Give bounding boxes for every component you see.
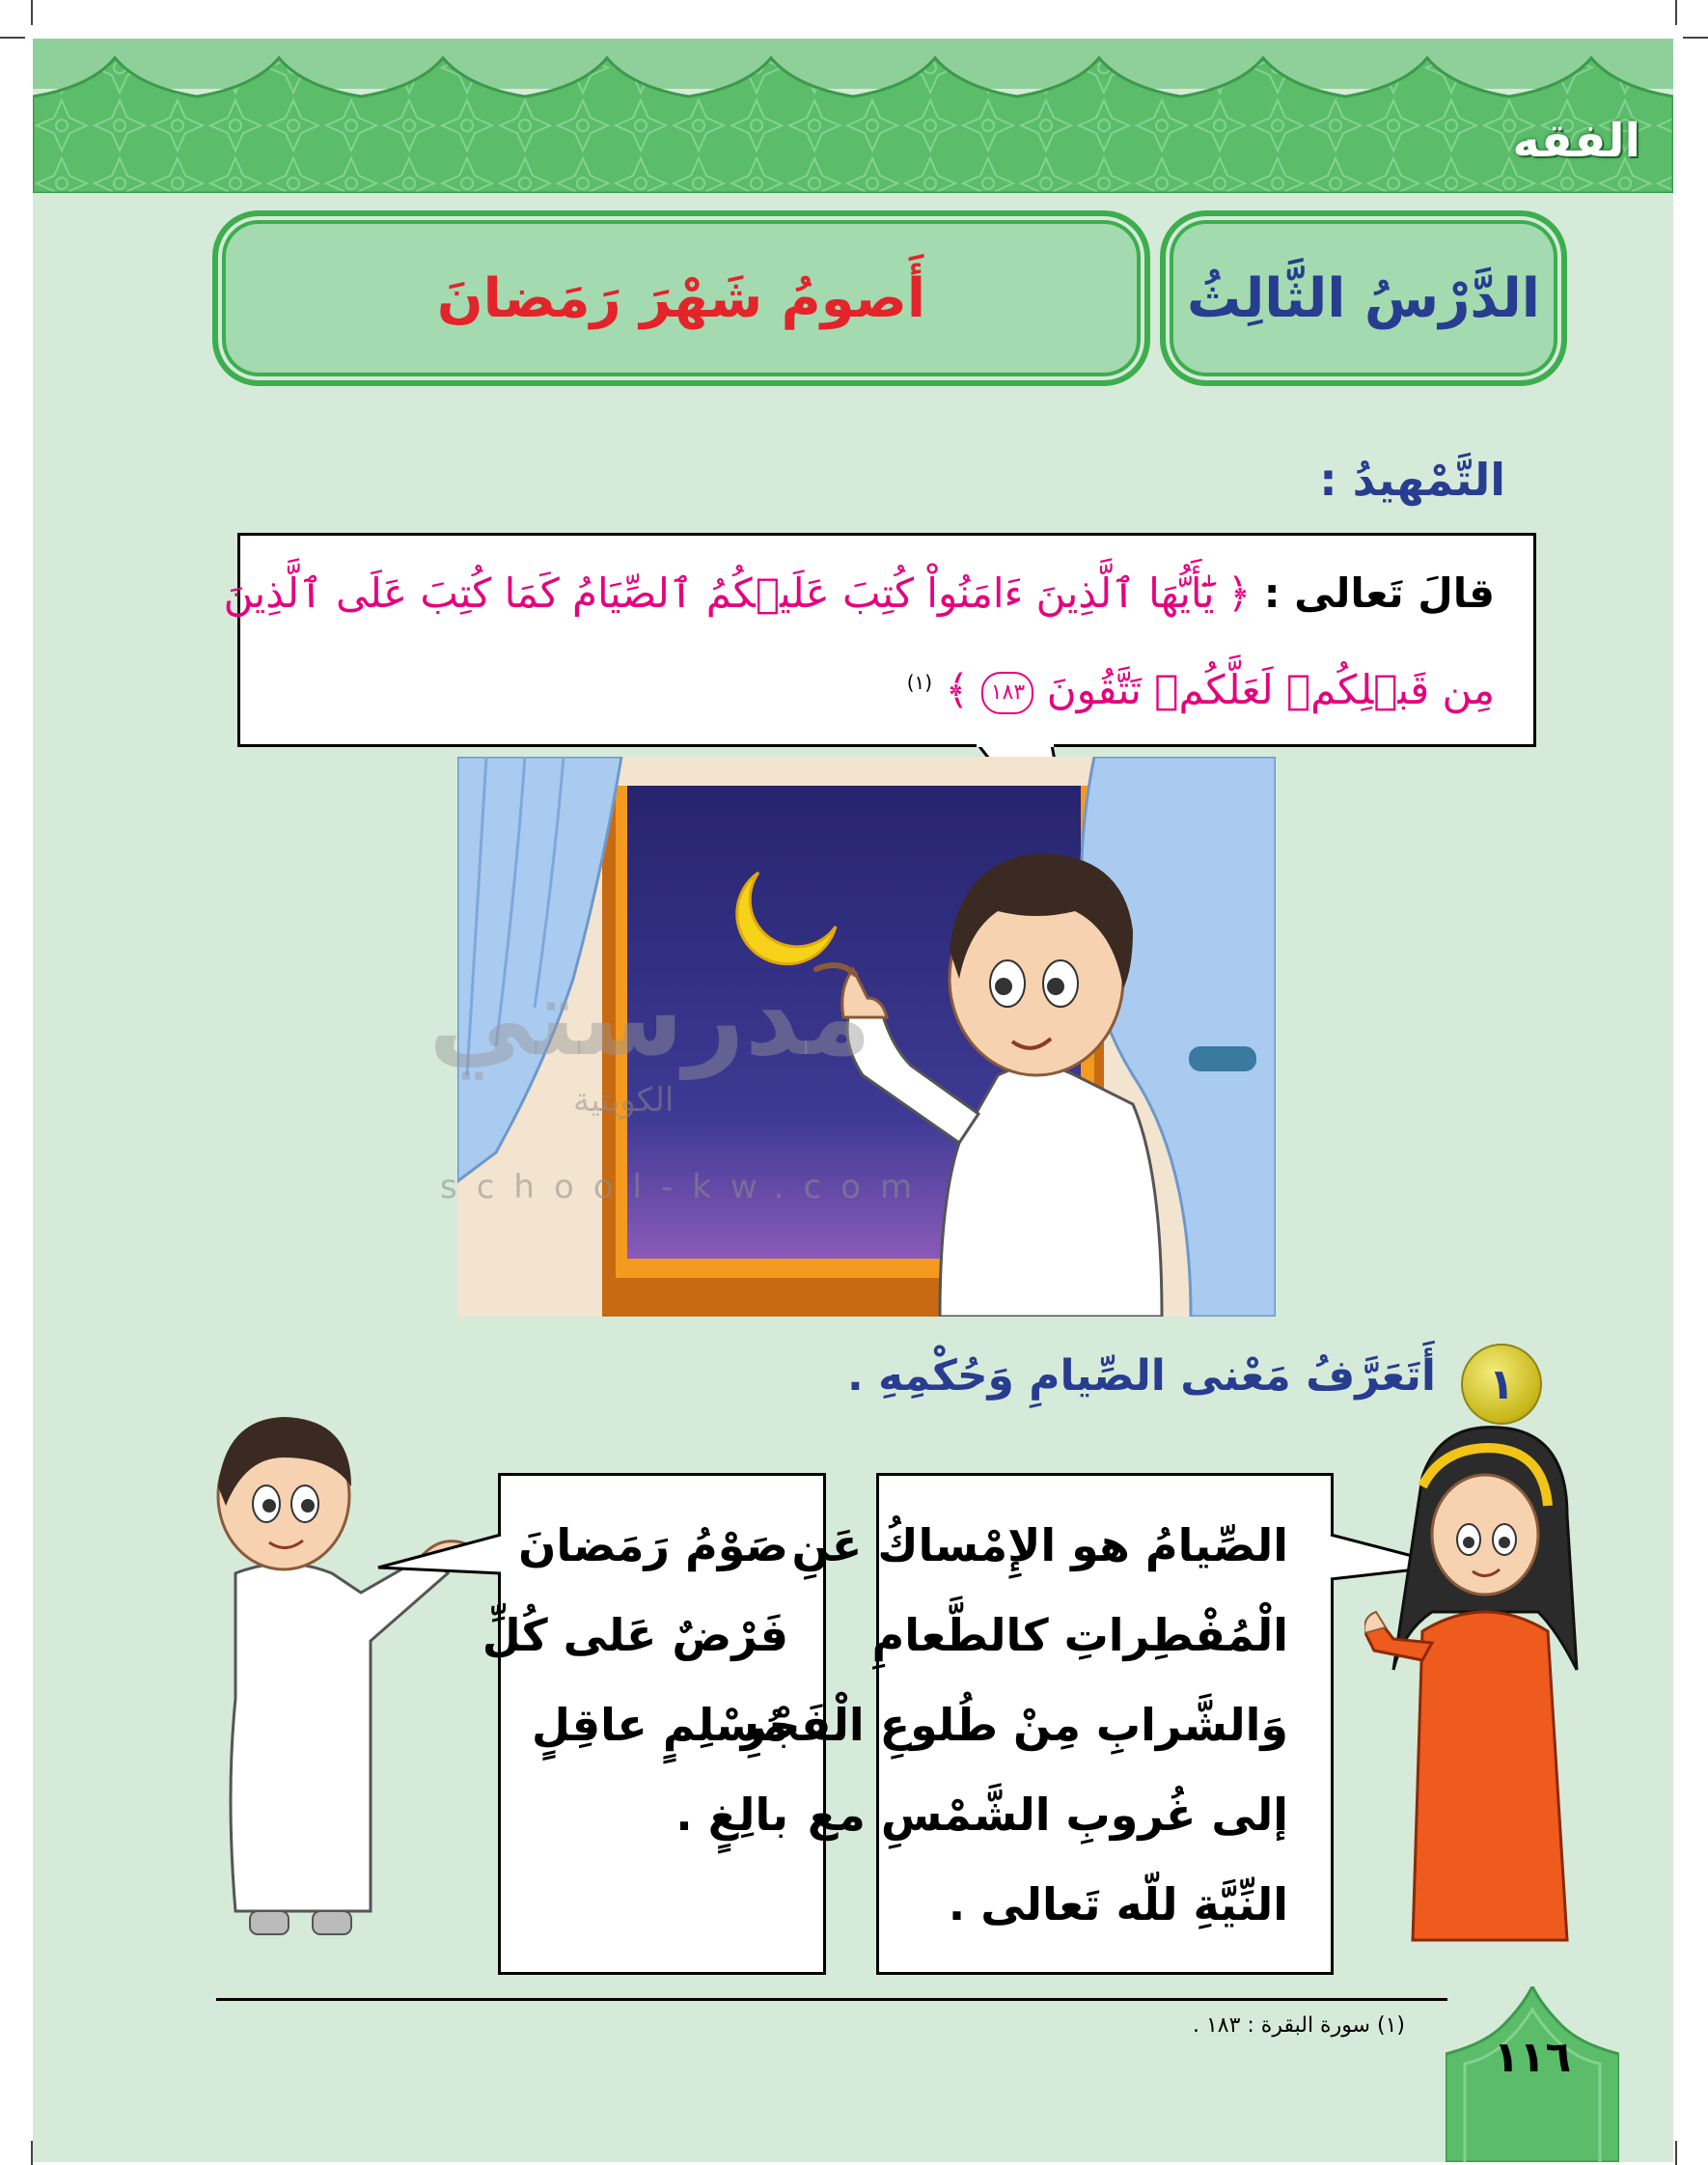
crop-mark (31, 0, 33, 25)
lesson-title-frame (212, 210, 1150, 386)
textbook-page (33, 39, 1673, 2162)
quran-quote-box (223, 533, 1536, 747)
page-number: ١١٦ (1493, 2033, 1572, 2082)
boy-speech-line: بالِغٍ . (675, 1789, 788, 1841)
footnote-text: (١) سورة البقرة : ١٨٣ . (1192, 2013, 1405, 2038)
verse-number-ornament: ١٨٣ (981, 672, 1033, 714)
boy-speech-line: مُسْلِمٍ عاقِلٍ (531, 1699, 788, 1751)
crop-mark (0, 37, 25, 39)
quote-lead: قالَ تَعالى : (1263, 569, 1495, 617)
intro-heading: التَّمْهيدُ : (1319, 454, 1505, 506)
subject-title: الفقه (1512, 114, 1640, 168)
crop-mark (1675, 0, 1677, 25)
section-title: أَتَعَرَّفُ مَعْنى الصِّيامِ وَحُكْمِهِ . (847, 1351, 1436, 1401)
footnote-marker: (١) (906, 671, 933, 694)
header-pattern-band (33, 39, 1673, 193)
watermark-logo-text: مدرستي (428, 956, 872, 1079)
quote-line-1 (223, 549, 1495, 638)
verse-text-1: ﴿ يَٰٓأَيُّهَا ٱلَّذِينَ ءَامَنُواْ كُتِبَ عَلَيۡكُمُ ٱلصِّيَامُ كَمَا كُتِبَ عَلَى ٱلَّذِينَ (223, 569, 1252, 617)
verse-close-bracket: ﴾ (945, 666, 970, 713)
boy-speech-line: فَرْضٌ عَلى كُلِّ (482, 1609, 788, 1661)
crop-mark (1683, 37, 1708, 39)
boy-speech-line: صَوْمُ رَمَضانَ (518, 1519, 788, 1571)
girl-figure-illustration (1364, 1419, 1606, 1969)
boy-speech-tail (376, 1525, 502, 1602)
girl-speech-line: وَالشَّرابِ مِنْ طُلوعِ الْفَجْرِ (740, 1699, 1288, 1751)
lesson-number-frame (1160, 210, 1567, 386)
verse-text-2: مِن قَبۡلِكُمۡ لَعَلَّكُمۡ تَتَّقُونَ (1046, 666, 1495, 713)
footer-rule (216, 1998, 1447, 2001)
boy-figure-illustration (178, 1409, 486, 1959)
watermark-url: school-kw.com (440, 1168, 932, 1207)
crop-mark (1675, 2141, 1677, 2165)
quote-line-2 (260, 638, 1495, 735)
girl-speech-line: الْمُفْطِراتِ كالطَّعامِ (871, 1609, 1288, 1661)
girl-speech-line: الصِّيامُ هو الإِمْساكُ عَنِ (791, 1519, 1288, 1571)
lesson-number-label: الدَّرْسُ الثَّالِثُ (1187, 266, 1540, 330)
girl-speech-box (740, 1473, 1334, 1975)
section-number-badge: ١ (1461, 1344, 1542, 1425)
girl-speech-line: النِّيَّةِ للّه تَعالى . (948, 1878, 1288, 1930)
girl-speech-line: إلى غُروبِ الشَّمْسِ مع (807, 1789, 1288, 1841)
lesson-title: أَصومُ شَهْرَ رَمَضانَ (436, 266, 926, 330)
watermark-subtext: الكويتية (573, 1081, 675, 1120)
